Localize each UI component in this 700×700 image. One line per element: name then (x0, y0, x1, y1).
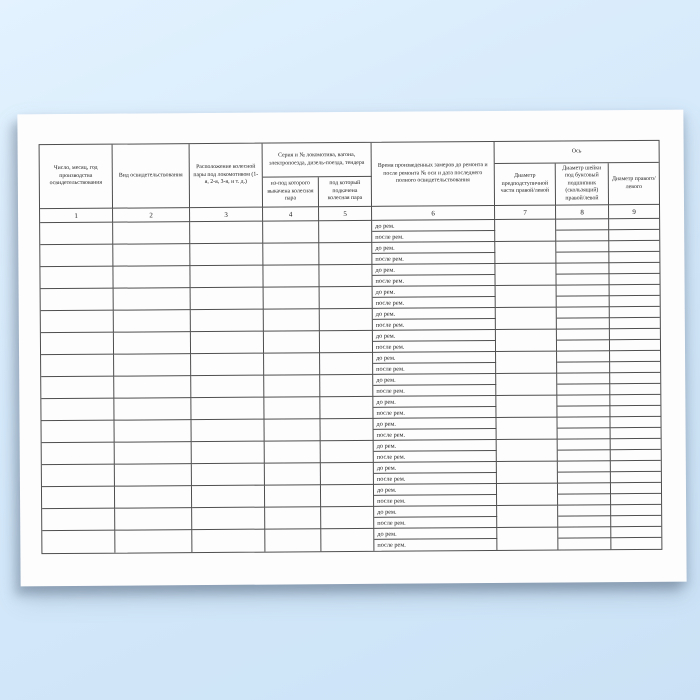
body-cell-rolled-in-under (320, 353, 373, 375)
body-cell-date (42, 509, 115, 532)
body-cell-wheelset-position (192, 530, 265, 553)
body-cell-rolled-out-from (264, 309, 320, 331)
body-cell-right-left-diameter-before (611, 461, 661, 472)
body-cell-right-left-diameter-before (610, 351, 660, 362)
measure-label-after-repair: после рем. (374, 473, 497, 485)
body-cell-journal-diameter-before (558, 505, 611, 516)
column-number-7: 7 (495, 206, 556, 220)
body-cell-wheel-seat-diameter (496, 374, 557, 396)
sheet-inner (17, 110, 686, 555)
group-header-axle: Ось (495, 141, 659, 164)
body-cell-wheel-seat-diameter (496, 396, 557, 418)
body-cell-journal-diameter-after (557, 296, 610, 307)
body-cell-inspection-type (115, 420, 192, 443)
measure-label-before-repair: до рем. (373, 308, 496, 320)
body-cell-rolled-in-under (320, 331, 373, 353)
column-number-6: 6 (372, 206, 495, 221)
body-cell-journal-diameter-after (558, 472, 611, 483)
body-cell-wheel-seat-diameter (497, 528, 558, 550)
column-number-1: 1 (40, 209, 113, 224)
body-cell-journal-diameter-after (557, 318, 610, 329)
measure-label-before-repair: до рем. (373, 352, 496, 364)
body-cell-right-left-diameter-before (609, 263, 659, 274)
body-cell-right-left-diameter-before (610, 373, 660, 384)
body-cell-rolled-in-under (321, 485, 374, 507)
column-header-measurement-time: Время произведенных замеров до ремонта и после ремонта № оси и дата последнего полного освидетельствования (372, 142, 495, 207)
body-cell-rolled-out-from (263, 221, 319, 243)
body-cell-right-left-diameter-before (609, 219, 659, 230)
body-cell-date (41, 399, 114, 422)
body-cell-right-left-diameter-after (610, 384, 660, 395)
body-cell-wheel-seat-diameter (497, 484, 558, 506)
body-cell-right-left-diameter-before (610, 395, 660, 406)
body-cell-wheel-seat-diameter (495, 220, 556, 242)
body-cell-inspection-type (115, 464, 192, 487)
body-cell-wheelset-position (192, 442, 265, 465)
body-cell-date (41, 333, 114, 356)
body-cell-rolled-out-from (264, 287, 320, 309)
body-cell-date (42, 443, 115, 466)
body-cell-rolled-out-from (265, 529, 321, 551)
body-cell-journal-diameter-before (558, 483, 611, 494)
body-cell-rolled-in-under (319, 221, 372, 243)
body-cell-rolled-out-from (264, 331, 320, 353)
body-cell-wheelset-position (192, 464, 265, 487)
body-cell-right-left-diameter-after (609, 230, 659, 241)
body-cell-inspection-type (113, 222, 190, 245)
body-cell-wheel-seat-diameter (495, 264, 556, 286)
body-cell-journal-diameter-after (557, 406, 610, 417)
body-cell-right-left-diameter-before (611, 483, 661, 494)
body-cell-date (41, 377, 114, 400)
wheelset-inspection-table (39, 140, 663, 554)
body-cell-wheelset-position (191, 332, 264, 355)
body-cell-right-left-diameter-after (609, 274, 659, 285)
column-header-wheel-seat-diameter: Диаметр предподступичной части правой/левой (495, 164, 556, 206)
body-cell-journal-diameter-before (557, 395, 610, 406)
body-cell-date (40, 245, 113, 268)
column-number-5: 5 (319, 207, 372, 221)
column-header-date: Число, месяц, год производства освидетельствования (40, 145, 113, 210)
body-cell-inspection-type (115, 508, 192, 531)
body-cell-rolled-in-under (320, 419, 373, 441)
body-cell-wheel-seat-diameter (496, 418, 557, 440)
body-cell-rolled-in-under (321, 507, 374, 529)
group-header-series-number: Серия и № локомотива, вагона, электропоезда, дизель-поезда, тендера (263, 143, 372, 178)
measure-label-before-repair: до рем. (373, 374, 496, 386)
body-cell-rolled-in-under (321, 529, 374, 551)
body-cell-wheel-seat-diameter (496, 330, 557, 352)
body-cell-journal-diameter-before (556, 219, 609, 230)
body-cell-inspection-type (113, 266, 190, 289)
measure-label-before-repair: до рем. (373, 418, 496, 430)
body-cell-inspection-type (114, 310, 191, 333)
body-cell-rolled-in-under (321, 463, 374, 485)
measure-label-after-repair: после рем. (373, 319, 496, 331)
body-cell-inspection-type (115, 442, 192, 465)
body-cell-right-left-diameter-after (610, 340, 660, 351)
column-number-3: 3 (190, 208, 263, 223)
body-cell-right-left-diameter-before (610, 329, 660, 340)
body-cell-inspection-type (114, 288, 191, 311)
measure-label-before-repair: до рем. (372, 264, 495, 276)
body-cell-right-left-diameter-after (611, 450, 661, 461)
body-cell-inspection-type (114, 332, 191, 355)
body-cell-journal-diameter-before (557, 417, 610, 428)
measure-label-before-repair: до рем. (373, 396, 496, 408)
measure-label-after-repair: после рем. (374, 539, 497, 551)
body-cell-journal-diameter-after (558, 450, 611, 461)
body-cell-rolled-out-from (264, 397, 320, 419)
body-cell-rolled-in-under (320, 397, 373, 419)
body-cell-right-left-diameter-after (611, 428, 661, 439)
measure-label-before-repair: до рем. (374, 462, 497, 474)
measure-label-before-repair: до рем. (372, 242, 495, 254)
body-cell-inspection-type (113, 244, 190, 267)
body-cell-date (42, 421, 115, 444)
body-cell-inspection-type (115, 530, 192, 553)
column-header-journal-diameter: Диаметр шейки под буксовый подшипник (скользящий) правой/левой (556, 163, 609, 205)
measure-label-before-repair: до рем. (374, 506, 497, 518)
body-cell-journal-diameter-before (557, 285, 610, 296)
body-cell-right-left-diameter-before (611, 439, 661, 450)
body-cell-rolled-out-from (265, 441, 321, 463)
measure-label-after-repair: после рем. (373, 341, 496, 353)
measure-label-before-repair: до рем. (374, 484, 497, 496)
body-cell-right-left-diameter-after (611, 472, 661, 483)
body-cell-rolled-in-under (320, 287, 373, 309)
body-cell-journal-diameter-after (558, 428, 611, 439)
measure-label-after-repair: после рем. (372, 275, 495, 287)
measure-label-after-repair: после рем. (374, 495, 497, 507)
document-paper (17, 110, 686, 587)
body-cell-rolled-in-under (320, 309, 373, 331)
measure-label-after-repair: после рем. (372, 231, 495, 243)
body-cell-wheelset-position (191, 420, 264, 443)
body-cell-right-left-diameter-after (610, 406, 660, 417)
body-cell-journal-diameter-before (557, 373, 610, 384)
column-header-wheelset-position: Расположение колесной пары под локомотивом (1-я, 2-я, 3-я, и т. д.) (190, 144, 263, 209)
body-cell-inspection-type (114, 398, 191, 421)
body-cell-wheel-seat-diameter (495, 242, 556, 264)
body-cell-journal-diameter-before (558, 461, 611, 472)
body-cell-rolled-out-from (264, 419, 320, 441)
body-cell-journal-diameter-before (557, 351, 610, 362)
body-cell-date (40, 267, 113, 290)
body-cell-wheelset-position (191, 288, 264, 311)
body-cell-inspection-type (114, 376, 191, 399)
body-cell-inspection-type (114, 354, 191, 377)
measure-label-after-repair: после рем. (374, 451, 497, 463)
body-cell-date (41, 355, 114, 378)
body-cell-wheel-seat-diameter (497, 462, 558, 484)
body-cell-inspection-type (115, 486, 192, 509)
body-cell-wheelset-position (191, 310, 264, 333)
body-cell-journal-diameter-before (556, 263, 609, 274)
column-number-8: 8 (556, 205, 609, 219)
body-cell-wheelset-position (191, 398, 264, 421)
measure-label-after-repair: после рем. (373, 407, 496, 419)
body-cell-wheel-seat-diameter (496, 286, 557, 308)
body-cell-rolled-out-from (265, 507, 321, 529)
measure-label-after-repair: после рем. (373, 385, 496, 397)
body-cell-journal-diameter-after (556, 230, 609, 241)
body-cell-journal-diameter-before (558, 439, 611, 450)
body-cell-wheel-seat-diameter (496, 352, 557, 374)
body-cell-journal-diameter-after (557, 384, 610, 395)
body-cell-right-left-diameter-after (610, 296, 660, 307)
column-number-9: 9 (609, 205, 659, 219)
body-cell-right-left-diameter-before (611, 505, 661, 516)
body-cell-right-left-diameter-after (610, 318, 660, 329)
body-cell-rolled-out-from (264, 375, 320, 397)
body-cell-date (41, 311, 114, 334)
measure-label-after-repair: после рем. (374, 429, 497, 441)
body-cell-right-left-diameter-before (610, 285, 660, 296)
column-number-4: 4 (263, 207, 319, 221)
column-number-2: 2 (113, 208, 190, 223)
body-cell-journal-diameter-after (558, 494, 611, 505)
measure-label-after-repair: после рем. (372, 253, 495, 265)
body-cell-rolled-in-under (321, 441, 374, 463)
body-cell-rolled-out-from (263, 265, 319, 287)
body-cell-date (42, 531, 115, 554)
body-cell-journal-diameter-before (556, 241, 609, 252)
body-cell-right-left-diameter-after (611, 538, 661, 549)
body-cell-date (40, 223, 113, 246)
measure-label-after-repair: после рем. (373, 297, 496, 309)
body-cell-right-left-diameter-after (609, 252, 659, 263)
body-cell-wheel-seat-diameter (497, 506, 558, 528)
body-cell-date (42, 487, 115, 510)
body-cell-journal-diameter-after (557, 362, 610, 373)
body-cell-right-left-diameter-after (611, 494, 661, 505)
body-cell-journal-diameter-after (558, 516, 611, 527)
body-cell-rolled-out-from (265, 463, 321, 485)
body-cell-journal-diameter-after (556, 252, 609, 263)
body-cell-wheel-seat-diameter (497, 440, 558, 462)
measure-label-after-repair: после рем. (373, 363, 496, 375)
measure-label-before-repair: до рем. (374, 440, 497, 452)
measure-label-before-repair: до рем. (374, 528, 497, 540)
body-cell-wheelset-position (192, 508, 265, 531)
body-cell-wheelset-position (191, 354, 264, 377)
body-cell-journal-diameter-before (557, 307, 610, 318)
body-cell-right-left-diameter-after (611, 516, 661, 527)
body-cell-rolled-out-from (264, 353, 320, 375)
column-header-rolled-in-under: под который подкачена колесная пара (319, 177, 372, 207)
body-cell-rolled-out-from (263, 243, 319, 265)
body-cell-rolled-in-under (319, 243, 372, 265)
measure-label-after-repair: после рем. (374, 517, 497, 529)
body-cell-journal-diameter-after (556, 274, 609, 285)
body-cell-right-left-diameter-after (610, 362, 660, 373)
body-cell-right-left-diameter-before (609, 241, 659, 252)
body-cell-rolled-out-from (265, 485, 321, 507)
measure-label-before-repair: до рем. (373, 286, 496, 298)
body-cell-date (42, 465, 115, 488)
body-cell-journal-diameter-before (558, 527, 611, 538)
measure-label-before-repair: до рем. (373, 330, 496, 342)
body-cell-right-left-diameter-before (611, 527, 661, 538)
body-cell-wheelset-position (191, 376, 264, 399)
body-cell-journal-diameter-after (557, 340, 610, 351)
measure-label-before-repair: до рем. (372, 220, 495, 232)
column-header-right-left-diameter: Диаметр правого/ левого (609, 163, 659, 205)
body-cell-wheelset-position (190, 222, 263, 245)
body-cell-wheel-seat-diameter (496, 308, 557, 330)
body-cell-wheelset-position (192, 486, 265, 509)
body-cell-rolled-in-under (320, 375, 373, 397)
body-cell-wheelset-position (190, 266, 263, 289)
body-cell-journal-diameter-before (557, 329, 610, 340)
body-cell-wheelset-position (190, 244, 263, 267)
body-cell-rolled-in-under (319, 265, 372, 287)
column-header-inspection-type: Вид освидетельствования (113, 144, 190, 209)
body-cell-right-left-diameter-before (610, 417, 660, 428)
column-header-rolled-out-from: из-под которого выкачена колесная пара (263, 177, 319, 207)
body-cell-right-left-diameter-before (610, 307, 660, 318)
body-cell-journal-diameter-after (558, 538, 611, 549)
body-cell-date (41, 289, 114, 312)
